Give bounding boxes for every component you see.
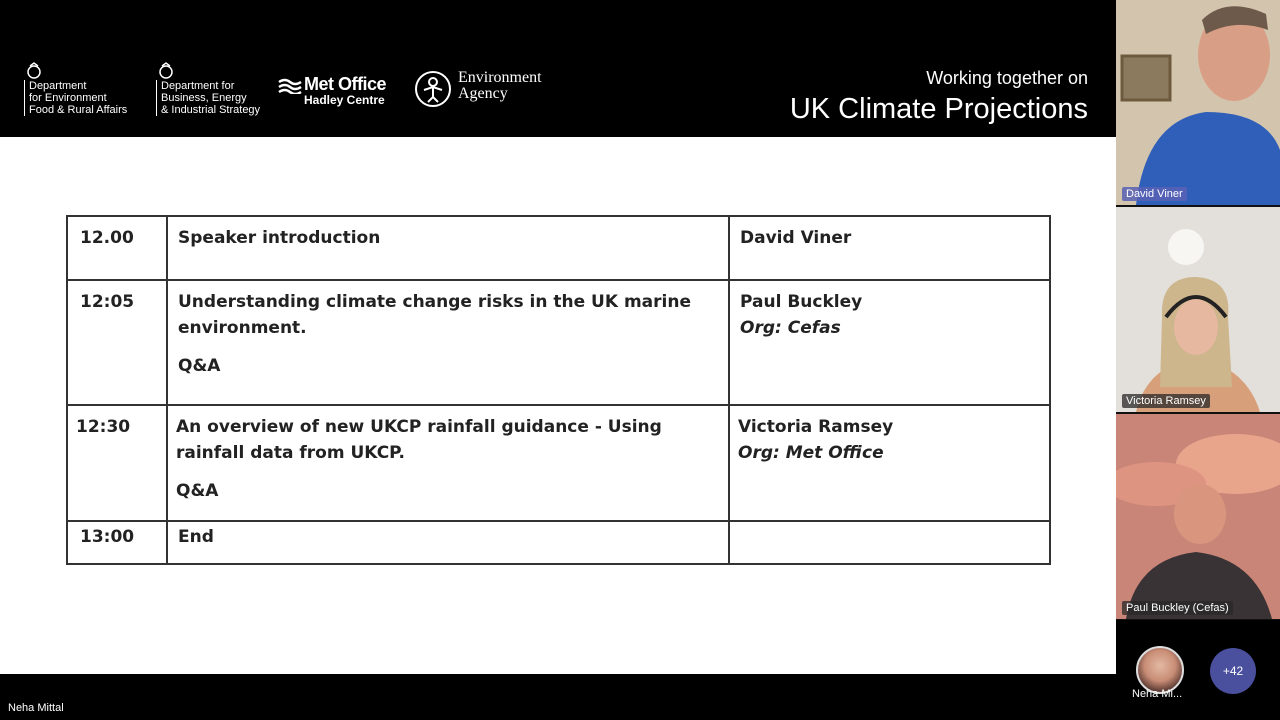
agenda-topic: Understanding climate change risks in the UK marine environment. bbox=[178, 292, 691, 338]
agenda-speaker: David Viner bbox=[740, 228, 852, 248]
presenter-bar bbox=[0, 674, 1116, 720]
more-participants-button[interactable]: +42 bbox=[1210, 648, 1256, 694]
overflow-participants bbox=[1116, 620, 1280, 720]
environment-agency-text: Environment Agency bbox=[458, 69, 542, 102]
agenda-speaker-cell bbox=[729, 280, 1050, 405]
slide-header bbox=[0, 0, 1116, 137]
agenda-time: 12.00 bbox=[67, 216, 167, 280]
met-office-title: Met Office bbox=[304, 74, 387, 94]
header-subtitle: Working together on bbox=[926, 68, 1088, 88]
defra-logo bbox=[24, 62, 127, 116]
beis-logo bbox=[156, 62, 260, 116]
met-office-wave-icon bbox=[278, 78, 302, 94]
agenda-qa: Q&A bbox=[178, 356, 221, 376]
agenda-time: 12:30 bbox=[67, 405, 167, 521]
agenda-speaker: Paul Buckley bbox=[740, 292, 863, 312]
agenda-topic-cell bbox=[167, 405, 729, 521]
participant-tile[interactable] bbox=[1116, 414, 1280, 619]
agenda-topic: An overview of new UKCP rainfall guidance - Using rainfall data from UKCP. bbox=[176, 417, 662, 463]
agenda-table bbox=[66, 215, 1051, 565]
participant-name: Victoria Ramsey bbox=[1122, 394, 1210, 408]
agenda-speaker: Victoria Ramsey bbox=[738, 417, 894, 437]
agenda-speaker-cell bbox=[729, 405, 1050, 521]
agenda-topic: End bbox=[178, 527, 214, 547]
environment-agency-emblem-icon bbox=[414, 70, 452, 108]
participant-name: Paul Buckley (Cefas) bbox=[1122, 601, 1233, 615]
beis-logo-text: Department for Business, Energy & Industrial Strategy bbox=[156, 80, 260, 116]
agenda-org: Org: Cefas bbox=[740, 318, 841, 338]
met-office-subtitle: Hadley Centre bbox=[304, 93, 385, 107]
presenter-name: Neha Mittal bbox=[8, 702, 64, 714]
mini-participant-name: Neha Mi... bbox=[1132, 688, 1183, 700]
agenda-time: 12:05 bbox=[67, 280, 167, 405]
participant-video-icon bbox=[1116, 414, 1280, 619]
agenda-row bbox=[67, 216, 1050, 280]
participant-panel bbox=[1116, 0, 1280, 720]
environment-agency-logo bbox=[414, 70, 542, 102]
participant-tile[interactable] bbox=[1116, 207, 1280, 412]
agenda-time: 13:00 bbox=[67, 521, 167, 564]
agenda-qa: Q&A bbox=[176, 481, 219, 501]
royal-crest-icon bbox=[156, 62, 176, 82]
participant-video-icon bbox=[1116, 0, 1280, 205]
participant-tile[interactable] bbox=[1116, 0, 1280, 205]
agenda-topic: Speaker introduction bbox=[178, 228, 381, 248]
agenda-topic-cell bbox=[167, 521, 729, 564]
participant-video-icon bbox=[1116, 207, 1280, 412]
agenda-speaker-cell bbox=[729, 216, 1050, 280]
agenda-row bbox=[67, 521, 1050, 564]
defra-logo-text: Department for Environment Food & Rural Affairs bbox=[24, 80, 127, 116]
agenda-topic-cell bbox=[167, 280, 729, 405]
agenda-org: Org: Met Office bbox=[738, 443, 884, 463]
agenda-row bbox=[67, 405, 1050, 521]
header-title: UK Climate Projections bbox=[789, 93, 1088, 125]
agenda-speaker-cell bbox=[729, 521, 1050, 564]
participant-name: David Viner bbox=[1122, 187, 1187, 201]
avatar[interactable] bbox=[1136, 646, 1184, 694]
agenda-topic-cell bbox=[167, 216, 729, 280]
met-office-logo bbox=[278, 74, 386, 107]
royal-crest-icon bbox=[24, 62, 44, 82]
agenda-row bbox=[67, 280, 1050, 405]
